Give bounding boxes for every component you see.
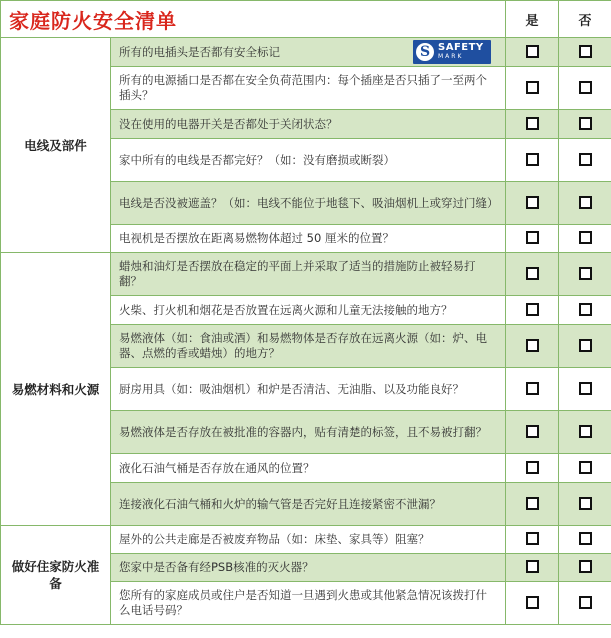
yes-checkbox[interactable]	[526, 153, 539, 166]
question-text: 连接液化石油气桶和火炉的输气管是否完好且连接紧密不泄漏？	[111, 483, 506, 526]
yes-checkbox[interactable]	[526, 461, 539, 474]
yes-checkbox[interactable]	[526, 339, 539, 352]
yes-checkbox[interactable]	[526, 382, 539, 395]
no-checkbox[interactable]	[579, 45, 592, 58]
question-cell	[111, 38, 506, 67]
question-text: 所有的电插头是否都有安全标记	[119, 44, 280, 59]
no-checkbox[interactable]	[579, 231, 592, 244]
checklist-row	[1, 526, 611, 554]
checklist-row	[1, 38, 611, 67]
question-text: 家中所有的电线是否都完好？（如：没有磨损或断裂）	[111, 139, 506, 182]
question-text: 液化石油气桶是否存放在通风的位置？	[111, 454, 506, 483]
page-title: 家庭防火安全清单	[1, 1, 506, 38]
question-text: 电视机是否摆放在距离易燃物体超过 50 厘米的位置？	[111, 225, 506, 253]
question-text: 所有的电源插口是否都在安全负荷范围内：每个插座是否只插了一至两个插头？	[111, 67, 506, 110]
safety-mark-logo	[413, 40, 491, 64]
category-wiring: 电线及部件	[1, 38, 111, 253]
question-text: 易燃液体是否存放在被批准的容器内，贴有清楚的标签，且不易被打翻？	[111, 411, 506, 454]
no-checkbox[interactable]	[579, 596, 592, 609]
yes-checkbox[interactable]	[526, 231, 539, 244]
question-text: 没在使用的电器开关是否都处于关闭状态？	[111, 110, 506, 139]
no-checkbox[interactable]	[579, 382, 592, 395]
yes-checkbox[interactable]	[526, 596, 539, 609]
safety-mark-line2: MARK	[438, 53, 464, 60]
yes-checkbox[interactable]	[526, 267, 539, 280]
question-text: 您所有的家庭成员或住户是否知道一旦遇到火患或其他紧急情况该拨打什么电话号码？	[111, 582, 506, 625]
question-text: 厨房用具（如：吸油烟机）和炉是否清洁、无油脂、以及功能良好？	[111, 368, 506, 411]
question-text: 电线是否没被遮盖？（如：电线不能位于地毯下、吸油烟机上或穿过门缝）	[111, 182, 506, 225]
no-checkbox[interactable]	[579, 497, 592, 510]
no-checkbox[interactable]	[579, 81, 592, 94]
no-checkbox[interactable]	[579, 303, 592, 316]
yes-checkbox[interactable]	[526, 81, 539, 94]
question-text: 屋外的公共走廊是否被废弃物品（如：床垫、家具等）阻塞？	[111, 526, 506, 554]
yes-checkbox[interactable]	[526, 196, 539, 209]
no-checkbox[interactable]	[579, 532, 592, 545]
question-text: 火柴、打火机和烟花是否放置在远离火源和儿童无法接触的地方？	[111, 296, 506, 325]
no-checkbox[interactable]	[579, 196, 592, 209]
category-home-preparedness: 做好住家防火准备	[1, 526, 111, 625]
no-checkbox[interactable]	[579, 339, 592, 352]
category-flammables: 易燃材料和火源	[1, 253, 111, 526]
no-checkbox[interactable]	[579, 267, 592, 280]
safety-mark-line1: SAFETY	[438, 42, 484, 53]
checklist-row	[1, 253, 611, 296]
no-checkbox[interactable]	[579, 461, 592, 474]
yes-checkbox[interactable]	[526, 45, 539, 58]
yes-checkbox[interactable]	[526, 560, 539, 573]
question-text: 蜡烛和油灯是否摆放在稳定的平面上并采取了适当的措施防止被轻易打翻？	[111, 253, 506, 296]
safety-mark-icon: S	[416, 43, 434, 61]
question-text: 易燃液体（如：食油或酒）和易燃物体是否存放在远离火源（如：炉、电器、点燃的香或蜡烛）的地方？	[111, 325, 506, 368]
yes-column-header: 是	[506, 1, 559, 38]
no-column-header: 否	[559, 1, 611, 38]
no-checkbox[interactable]	[579, 425, 592, 438]
yes-checkbox[interactable]	[526, 425, 539, 438]
no-checkbox[interactable]	[579, 560, 592, 573]
question-text: 您家中是否备有经PSB核准的灭火器？	[111, 554, 506, 582]
yes-checkbox[interactable]	[526, 497, 539, 510]
yes-checkbox[interactable]	[526, 117, 539, 130]
no-checkbox[interactable]	[579, 153, 592, 166]
no-checkbox[interactable]	[579, 117, 592, 130]
yes-checkbox[interactable]	[526, 532, 539, 545]
yes-checkbox[interactable]	[526, 303, 539, 316]
